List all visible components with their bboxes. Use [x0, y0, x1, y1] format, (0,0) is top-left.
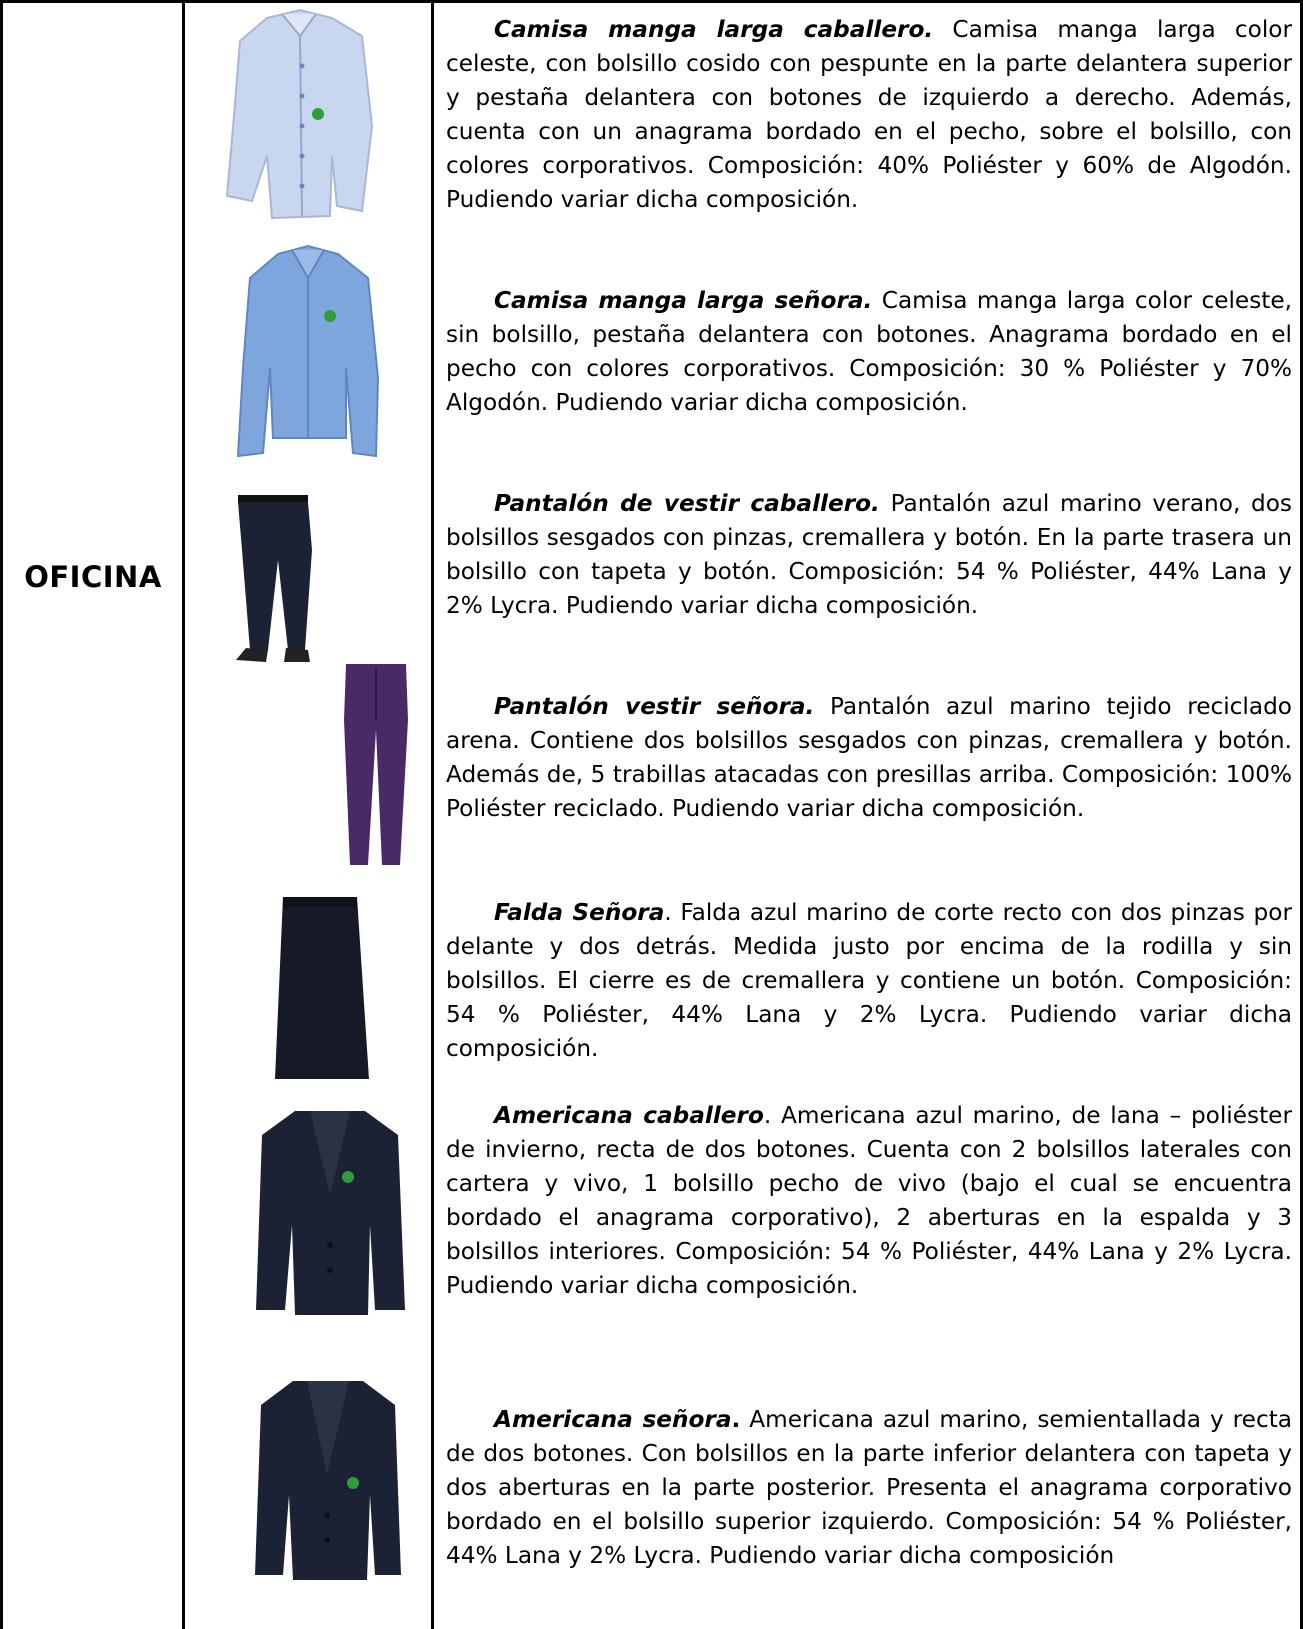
- item-description-skirt: [446, 896, 1292, 1066]
- item-title: Falda Señora: [494, 899, 665, 926]
- item-description-shirt-man: [446, 13, 1292, 217]
- shirt-woman-image: [228, 238, 388, 463]
- logo-icon: [347, 1477, 359, 1489]
- shirt-man-image: [212, 6, 387, 221]
- table-divider-2: [431, 0, 434, 1629]
- trousers-woman-image: [338, 660, 413, 870]
- item-text: . Falda azul marino de corte recto con dos pinzas por delante y dos detrás. Medida justo por encima de la rodilla y sin bolsillos. El cierre es de cremallera y contiene un botón. Composición: 54 % Poliéster, 44% Lana y 2% Lycra. Pudiendo variar dicha composición.: [446, 899, 1292, 1062]
- item-text: Camisa manga larga color celeste, con bolsillo cosido con pespunte en la parte delantera superior y pestaña delantera con botones de izquierdo a derecho. Además, cuenta con un anagrama bordado en el pecho, sobre el bolsillo, con colores corporativos. Composición: 40% Poliéster y 60% de Algodón. Pudiendo variar dicha composición.: [446, 16, 1292, 213]
- logo-icon: [324, 310, 336, 322]
- item-title-suffix: .: [731, 1406, 741, 1433]
- item-text: Americana azul marino, semientallada y recta de dos botones. Con bolsillos en la parte inferior delantera con tapeta y dos aberturas en la parte posterior. Presenta el anagrama corporativo bordado en el bolsillo superior izquierdo. Composición: 54 % Poliéster, 44% Lana y 2% Lycra. Pudiendo variar dicha composición: [446, 1406, 1292, 1569]
- item-title: Camisa manga larga señora.: [494, 287, 873, 314]
- item-text: Pantalón azul marino verano, dos bolsillos sesgados con pinzas, cremallera y botón. En la parte trasera un bolsillo con tapeta y botón. Composición: 54 % Poliéster, 44% Lana y 2% Lycra. Pudiendo variar dicha composición.: [446, 490, 1293, 619]
- item-description-trousers-man: [446, 487, 1292, 623]
- skirt-image: [265, 893, 380, 1083]
- logo-icon: [342, 1171, 354, 1183]
- jacket-woman-image: [245, 1375, 410, 1585]
- trousers-man-image: [220, 490, 330, 665]
- table-border-left: [0, 0, 3, 1629]
- item-title: Pantalón de vestir caballero.: [494, 490, 880, 517]
- item-description-jacket-woman: [446, 1403, 1292, 1573]
- table-divider-1: [182, 0, 185, 1629]
- item-title: Pantalón vestir señora.: [494, 693, 815, 720]
- item-title: Camisa manga larga caballero.: [494, 16, 934, 43]
- item-description-shirt-woman: [446, 284, 1292, 420]
- jacket-man-image: [250, 1105, 410, 1320]
- item-text: Camisa manga larga color celeste, sin bolsillo, pestaña delantera con botones. Anagrama bordado en el pecho con colores corporativos. Composición: 30 % Poliéster y 70% Algodón. Pudiendo variar dicha composición.: [446, 287, 1293, 416]
- logo-icon: [312, 108, 324, 120]
- item-description-jacket-man: [446, 1099, 1292, 1303]
- item-text: . Americana azul marino, de lana – poliéster de invierno, recta de dos botones. Cuenta con 2 bolsillos laterales con cartera y vivo, 1 bolsillo pecho de vivo (bajo el cual se encuentra bordado el anagrama corporativo), 2 aberturas en la espalda y 3 bolsillos interiores. Composición: 54 % Poliéster, 44% Lana y 2% Lycra. Pudiendo variar dicha composición.: [446, 1102, 1292, 1299]
- item-text: Pantalón azul marino tejido reciclado arena. Contiene dos bolsillos sesgados con pinzas, cremallera y botón. Además de, 5 trabillas atacadas con presillas arriba. Composición: 100% Poliéster reciclado. Pudiendo variar dicha composición.: [446, 693, 1292, 822]
- item-description-trousers-woman: [446, 690, 1292, 826]
- item-title: Americana señora: [494, 1406, 732, 1433]
- category-label: OFICINA: [24, 560, 162, 594]
- item-title: Americana caballero: [494, 1102, 764, 1129]
- table-border-top: [0, 0, 1303, 3]
